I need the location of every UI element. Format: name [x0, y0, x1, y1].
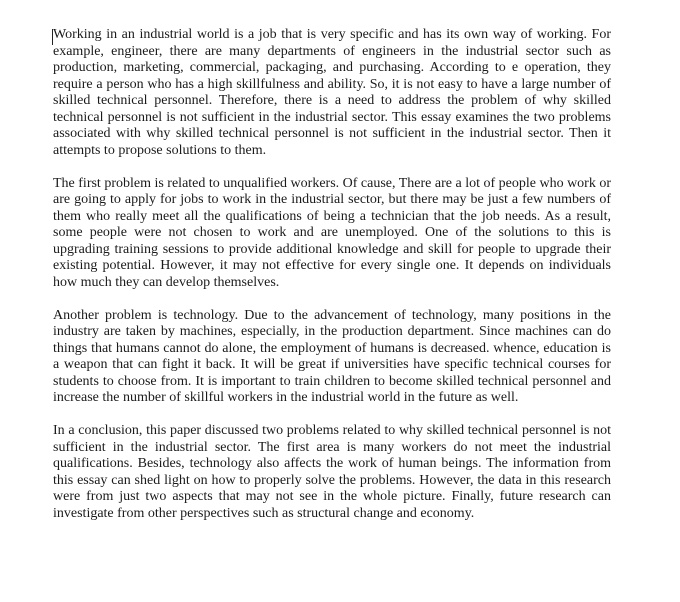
document-text-area[interactable]: [53, 27, 611, 522]
paragraph-conclusion[interactable]: In a conclusion, this paper discussed two problems related to why skilled technical personnel is not sufficient in the industrial sector. The first area is many workers do not meet the industrial qualifications. Besides, technology also affects the work of human beings. The information from this essay can shed light on how to properly solve the problems. However, the data in this research were from just two aspects that may not see in the whole picture. Finally, future research can investigate from other perspectives such as structural change and economy.: [53, 423, 611, 521]
paragraph-first-problem[interactable]: The first problem is related to unqualified workers. Of cause, There are a lot of people who work or are going to apply for jobs to work in the industrial sector, but there may be just a few numbers of them who really meet all the qualifications of being a technician that the job needs. As a result, some people were not chosen to work and are unemployed. One of the solutions to this is upgrading training sessions to provide additional knowledge and skill for people to upgrade their existing potential. However, it may not effective for every single one. It depends on individuals how much they can develop themselves.: [53, 175, 611, 290]
paragraph-introduction[interactable]: Working in an industrial world is a job that is very specific and has its own way of working. For example, engineer, there are many departments of engineers in the industrial sector such as production, marketing, commercial, packaging, and purchasing. According to e operation, they require a person who has a high skillfulness and ability. So, it is not easy to have a large number of skilled technical personnel. Therefore, there is a need to address the problem of why skilled technical personnel is not sufficient in the industrial sector. This essay examines the two problems associated with why skilled technical personnel is not sufficient in the industrial sector. Then it attempts to propose solutions to them.: [53, 27, 611, 158]
paragraph-second-problem[interactable]: Another problem is technology. Due to the advancement of technology, many positions in the industry are taken by machines, especially, in the production department. Since machines can do things that humans cannot do alone, the employment of humans is decreased. whence, education is a weapon that can fight it back. It will be great if universities have specific technical courses for students to choose from. It is important to train children to become skilled technical personnel and increase the number of skillful workers in the industrial world in the future as well.: [53, 307, 611, 405]
